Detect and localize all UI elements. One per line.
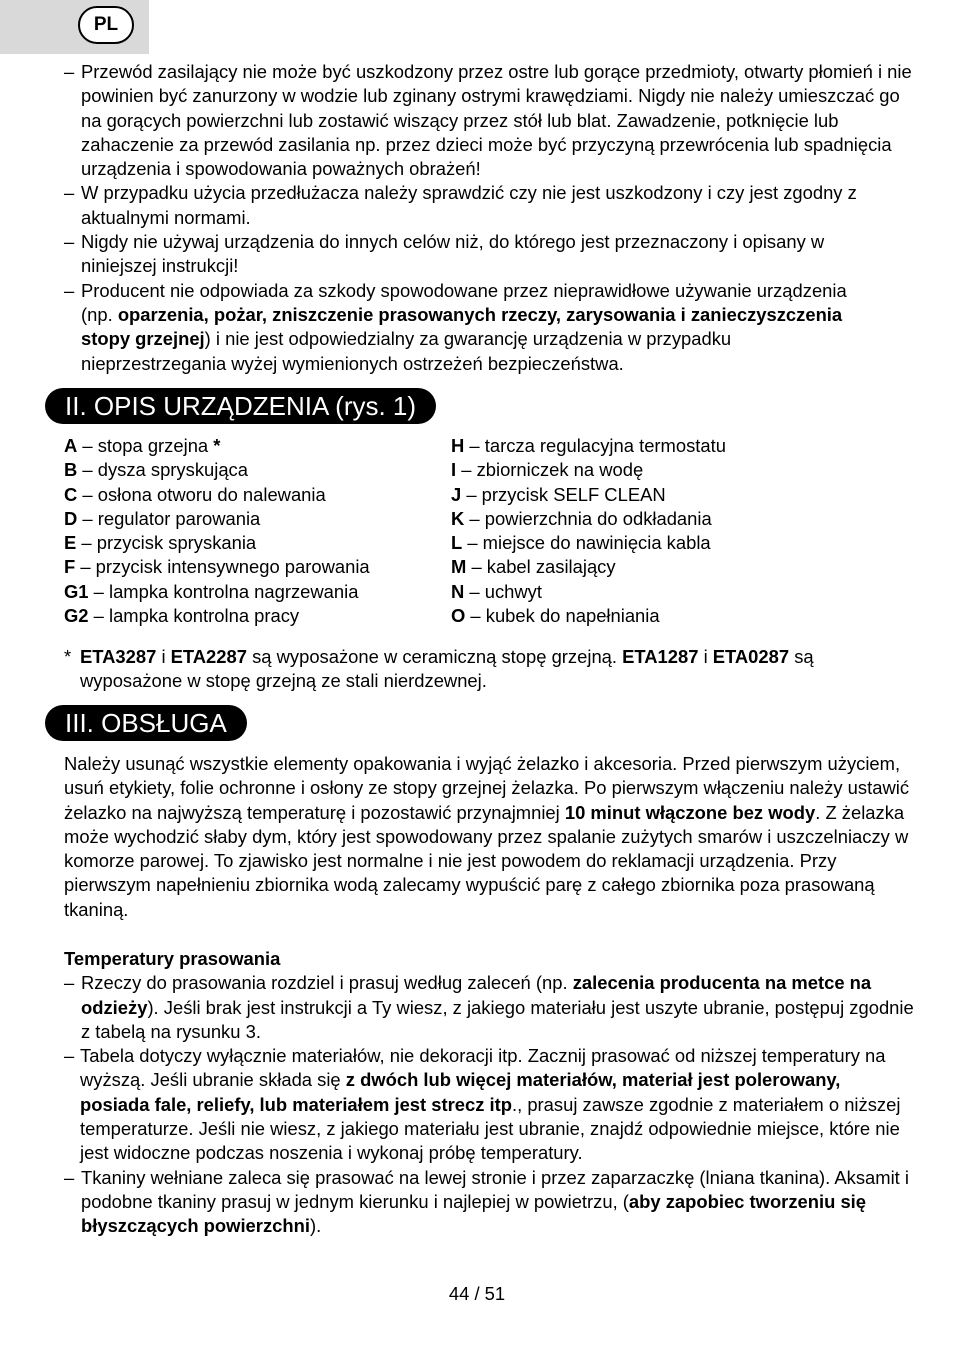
paragraph-text: . Z żelazka może wychodzić słaby dym, który jest spowodowany przez spalanie zużytych smarów i uszczelniaczy w komorze parowej. To zjawisko jest normalne i nie jest powodem do reklamacji urządzenia. Przy pierwszym napełnieniu zbiornika wodą zalecamy wypuścić parę z całego zbiornika poza prasowaną tkaniną. [64, 801, 909, 920]
list-item-text: ). [309, 1215, 322, 1237]
part-item [451, 580, 726, 604]
list-item-bold: aby zapobiec tworzeniu się błyszczących powierzchni [81, 1190, 867, 1237]
model-name: ETA3287 [80, 646, 157, 667]
list-dash: – [64, 279, 75, 301]
part-text: – miejsce do nawinięcia kabla [462, 532, 711, 554]
section-heading-description: II. OPIS URZĄDZENIA (rys. 1) [45, 388, 436, 424]
part-key: G2 [64, 605, 89, 627]
list-item-text: Rzeczy do prasowania rozdziel i prasuj według zaleceń (np. [81, 972, 573, 994]
list-item-text: ) i nie jest odpowiedzialny za gwarancję urządzenia w przypadku nieprzestrzegania wyżej wymienionych ostrzeżeń bezpieczeństwa. [81, 328, 732, 374]
footnote-text: i [698, 646, 713, 667]
part-key: M [451, 556, 467, 578]
part-key: A [64, 435, 78, 456]
list-dash: – [64, 1045, 75, 1067]
part-key: K [451, 507, 465, 529]
paragraph-bold: 10 minut włączone bez wody [564, 801, 816, 823]
warnings-list [64, 60, 914, 376]
part-text: – lampka kontrolna nagrzewania [88, 580, 359, 602]
list-item [64, 181, 914, 230]
section-heading-operation: III. OBSŁUGA [45, 705, 247, 741]
part-item [64, 483, 370, 507]
part-item [64, 555, 370, 579]
part-key: N [451, 580, 465, 602]
footnote-text: są wyposażone w ceramiczną stopę grzejną. [246, 646, 623, 667]
part-item [451, 458, 726, 482]
list-item [64, 971, 914, 1044]
subheading: Temperatury prasowania [64, 948, 281, 969]
part-key: C [64, 483, 78, 505]
language-tab [0, 0, 149, 54]
part-item [64, 604, 370, 628]
part-item [451, 483, 726, 507]
list-item-text: Tkaniny wełniane zaleca się prasować na lewej stronie i przez zaparzaczkę (lniana tkanina). Aksamit i podobne tkaniny prasuj w jednym kierunku i najlepiej w powietrzu, ( [81, 1166, 909, 1212]
part-text: – regulator parowania [77, 507, 261, 529]
parts-list-right [451, 434, 726, 628]
part-key: J [451, 483, 462, 505]
list-item-text: Przewód zasilający nie może być uszkodzony przez ostre lub gorące przedmioty, otwarty płomień i nie powinien być zanurzony w wodzie lub zginany ostrymi krawędziami. Nigdy nie należy umieszczać go na gorących powierzchni lub zostawić wiszący przez stół lub blat. Zawadzenie, potknięcie lub zahaczenie za przewód zasilania np. przez dzieci może być przyczyną przewrócenia lub spadnięcia urządzenia i spowodowania poważnych obrażeń! [81, 61, 912, 180]
list-item-text: W przypadku użycia przedłużacza należy sprawdzić czy nie jest uszkodzony i czy jest zgodny z aktualnymi normami. [81, 182, 857, 228]
part-key: D [64, 507, 78, 529]
footnote-asterisk: * [64, 646, 72, 667]
list-item-text: Nigdy nie używaj urządzenia do innych celów niż, do którego jest przeznaczony i opisany w niniejszej instrukcji! [81, 231, 825, 277]
part-item [64, 580, 370, 604]
list-item-bold: z dwóch lub więcej materiałów, materiał jest polerowany, posiada fale, reliefy, lub materiałem jest strecz itp [80, 1069, 841, 1115]
page-number: 44 / 51 [448, 1283, 506, 1304]
part-text: – przycisk intensywnego parowania [75, 556, 370, 578]
part-asterisk: * [213, 435, 221, 456]
part-text: – stopa grzejna [77, 435, 214, 456]
list-dash: – [64, 182, 75, 204]
list-item [64, 1044, 914, 1165]
part-text: – przycisk SELF CLEAN [461, 483, 666, 505]
model-name: ETA2287 [170, 646, 247, 667]
part-key: B [64, 459, 78, 481]
list-item-bold: oparzenia, pożar, zniszczenie prasowanych rzeczy, zarysowania i zanieczyszczenia stopy grzejnej [81, 303, 843, 350]
part-item [451, 555, 726, 579]
list-item [64, 230, 914, 279]
intro-paragraph [64, 752, 914, 922]
part-text: – lampka kontrolna pracy [88, 605, 300, 627]
part-item [64, 531, 370, 555]
list-item [64, 60, 914, 181]
part-item [64, 507, 370, 531]
part-item [64, 434, 370, 458]
part-item [451, 434, 726, 458]
part-text: – przycisk spryskania [76, 532, 257, 554]
list-item-bold: zalecenia producenta na metce na odzieży [81, 972, 872, 1018]
part-text: – uchwyt [464, 580, 542, 602]
part-text: – osłona otworu do nalewania [77, 483, 326, 505]
part-item [451, 507, 726, 531]
part-text: – tarcza regulacyjna termostatu [464, 435, 726, 456]
parts-list-left [64, 434, 370, 628]
footnote-text: i [156, 646, 171, 667]
list-item [64, 279, 914, 376]
part-key: F [64, 556, 76, 578]
part-text: – dysza spryskująca [77, 459, 248, 481]
footnote-text: są wyposażone w stopę grzejną ze stali nierdzewnej. [80, 646, 814, 692]
list-dash: – [64, 61, 75, 82]
list-item [64, 1166, 914, 1239]
model-footnote [64, 645, 914, 694]
list-dash: – [64, 1166, 75, 1188]
part-key: H [451, 435, 465, 456]
part-key: I [451, 459, 457, 481]
list-item-text: Tabela dotyczy wyłącznie materiałów, nie dekoracji itp. Zacznij prasować od niższej temperatury na wyższą. Jeśli ubranie składa się [80, 1045, 886, 1091]
model-name: ETA1287 [622, 646, 699, 667]
list-dash: – [64, 231, 75, 253]
list-item-text: ., prasuj zawsze zgodnie z materiałem o niższej temperaturze. Jeśli nie wiesz, z jakiego materiału jest ubranie, znajdź odpowiednie miejsce, które nie jest widoczne podczas noszenia i wykonaj próbę temperatury. [80, 1093, 901, 1164]
paragraph-text: Należy usunąć wszystkie elementy opakowania i wyjąć żelazko i akcesoria. Przed pierwszym użyciem, usuń etykiety, folie ochronne i osłony ze stopy grzejnej żelazka. Po pierwszym włączeniu należy ustawić żelazko na najwyższą temperaturę i pozostawić przynajmniej [64, 753, 910, 823]
list-item-text: ). Jeśli brak jest instrukcji a Ty wiesz, z jakiego materiału jest uszyte ubranie, postępuj zgodnie z tabelą na rysunku 3. [81, 996, 914, 1042]
language-badge: PL [78, 6, 134, 44]
part-item [451, 604, 726, 628]
part-key: E [64, 532, 77, 554]
model-name: ETA0287 [712, 646, 790, 667]
temperature-section [64, 947, 914, 1239]
part-key: G1 [64, 580, 89, 602]
part-key: O [451, 605, 466, 627]
part-text: – kubek do napełniania [465, 605, 660, 627]
part-item [64, 458, 370, 482]
list-item-text: Producent nie odpowiada za szkody spowodowane przez nieprawidłowe używanie urządzenia (np. [81, 279, 847, 325]
list-dash: – [64, 972, 75, 994]
part-text: – zbiorniczek na wodę [456, 459, 644, 481]
part-key: L [451, 532, 463, 554]
part-text: – powierzchnia do odkładania [464, 507, 712, 529]
part-text: – kabel zasilający [466, 556, 616, 578]
part-item [451, 531, 726, 555]
